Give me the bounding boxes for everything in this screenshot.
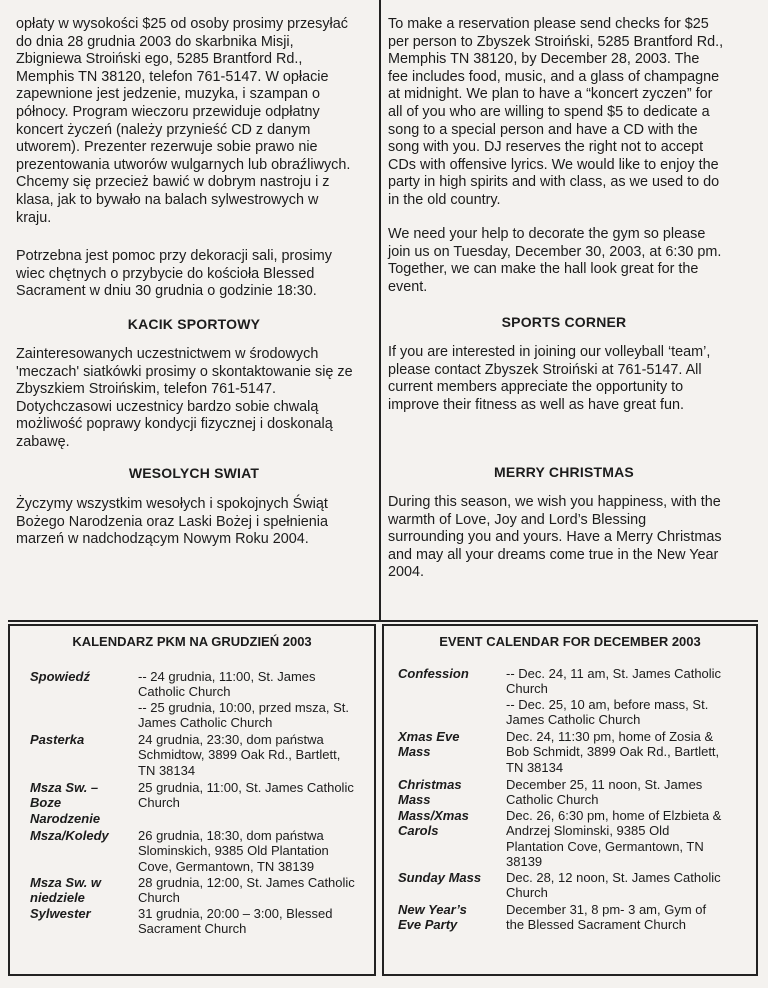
text-line: at midnight. We plan to have a “koncert zyczen” for — [388, 86, 713, 103]
text-line: Together, we can make the hall look great for the — [388, 261, 699, 278]
event-details: December 25, 11 noon, St. James Catholic Church — [506, 777, 703, 808]
event-label: New Year’s Eve Party — [398, 902, 467, 933]
text-line: Sacrament w dniu 30 grudnia o godzinie 18:30. — [16, 283, 317, 300]
text-line: party in high spirits and with class, as we used to do — [388, 174, 720, 191]
text-line: Zbigniewa Stroiński ego, 5285 Brantford Rd., — [16, 51, 303, 68]
pl-sports-paragraph — [16, 346, 372, 452]
event-label: Sunday Mass — [398, 870, 482, 885]
en-christmas-paragraph — [388, 494, 748, 582]
text-line: wiec chętnych o przybycie do kościoła Blessed — [16, 265, 315, 282]
text-line: If you are interested in joining our volleyball ‘team’, — [388, 344, 711, 360]
text-line: song to a special person and have a CD with the — [388, 121, 698, 138]
event-label: Msza Sw. – Boze Narodzenie — [30, 780, 101, 826]
text-line: event. — [388, 278, 428, 295]
section-divider — [8, 620, 758, 622]
text-line: utworem). Prezenter rezerwuje sobie prawo nie — [16, 139, 318, 156]
text-line: 'meczach' siatkówki prosimy o skontaktowanie się ze — [16, 363, 353, 380]
text-line: surrounding you and yours. Have a Merry Christmas — [388, 529, 722, 546]
text-line: and may all your dreams come true in the New Year — [388, 546, 719, 563]
text-line: please contact Zbyszek Stroiński at 761-5147. All — [388, 361, 702, 378]
text-line: marzeń w nadchodzącym Nowym Roku 2004. — [16, 531, 309, 548]
pl-christmas-heading: WESOLYCH SWIAT — [128, 465, 260, 481]
text-line: Chcemy się przecież bawić w dobrym nastroju i z — [16, 174, 330, 191]
event-details: Dec. 24, 11:30 pm, home of Zosia & Bob Schmidt, 3899 Oak Rd., Bartlett, TN 38134 — [506, 729, 720, 775]
en-sports-heading: SPORTS CORNER — [501, 314, 627, 330]
event-label: Xmas Eve Mass — [398, 729, 460, 760]
event-details: Dec. 28, 12 noon, St. James Catholic Church — [506, 870, 721, 901]
text-line: zabawę. — [16, 433, 70, 450]
text-line: per person to Zbyszek Stroiński, 5285 Brantford Rd., — [388, 33, 724, 50]
text-line: Memphis TN 38120, telefon 761-5147. W opłacie — [16, 68, 329, 85]
text-line: możliwość poprawy kondycji fizycznej i doskonalą — [16, 416, 333, 433]
text-line: improve their fitness as well as have great fun. — [388, 396, 684, 413]
text-line: Zainteresowanych uczestnictwem w środowych — [16, 346, 319, 362]
pl-christmas-paragraph — [16, 496, 372, 549]
text-line: do dnia 28 grudnia 2003 do skarbnika Misji, — [16, 33, 294, 50]
text-line: Dotychczasowi uczestnicy bardzo sobie chwalą — [16, 398, 319, 415]
event-label: Msza Sw. w niedziele — [30, 875, 102, 906]
column-divider — [379, 0, 381, 620]
event-label: Pasterka — [30, 732, 85, 747]
text-line: Bożego Narodzenia oraz Laski Bożej i spełnienia — [16, 513, 328, 530]
text-line: zapewnione jest jedzenie, muzyka, i szampan o — [16, 86, 320, 103]
text-line: koncert życzeń (należy przynieść CD z danym — [16, 121, 311, 138]
pl-sports-heading: KACIK SPORTOWY — [127, 316, 261, 332]
text-line: warmth of Love, Joy and Lord’s Blessing — [388, 511, 647, 528]
text-line: prezentowania utworów wulgarnych lub obraźliwych. — [16, 156, 351, 173]
text-line: Memphis TN 38120, by December 28, 2003. The — [388, 51, 700, 68]
text-line: song with you. DJ reserves the right not to accept — [388, 139, 704, 156]
text-line: all of you who are willing to spend $5 to dedicate a — [388, 103, 710, 120]
text-line: CDs with offensive lyrics. We would like to enjoy the — [388, 156, 719, 173]
text-line: klasa, jak to bywało na balach sylwestrowych w — [16, 191, 319, 208]
calendar-pl-box — [8, 624, 376, 976]
text-line: Potrzebna jest pomoc przy dekoracji sali, prosimy — [16, 248, 332, 264]
event-details: 28 grudnia, 12:00, St. James Catholic Church — [138, 875, 355, 906]
en-intro-paragraph — [388, 16, 748, 210]
event-details: 26 grudnia, 18:30, dom państwa Slominskich, 9385 Old Plantation Cove, Germantown, TN 38139 — [138, 828, 329, 874]
text-line: 2004. — [388, 564, 425, 581]
event-details: Dec. 26, 6:30 pm, home of Elzbieta & Andrzej Slominski, 9385 Old Plantation Cove, Germantown, TN 38139 — [506, 808, 722, 870]
text-line: północy. Program wieczoru przewiduje odpłatny — [16, 103, 320, 120]
pl-decoration-paragraph — [16, 248, 372, 301]
text-line: During this season, we wish you happiness, with the — [388, 494, 721, 510]
text-line: current members appreciate the opportunity to — [388, 379, 684, 396]
text-line: fee includes food, music, and a glass of champagne — [388, 68, 720, 85]
event-details: -- Dec. 24, 11 am, St. James Catholic Church -- Dec. 25, 10 am, before mass, St. James Catholic Church — [506, 666, 722, 728]
calendar-en-box — [382, 624, 758, 976]
text-line: Życzymy wszystkim wesołych i spokojnych Świąt — [16, 496, 328, 512]
event-label: Msza/Koledy — [30, 828, 109, 843]
event-label: Mass/Xmas Carols — [398, 808, 469, 839]
text-line: opłaty w wysokości $25 od osoby prosimy przesyłać — [16, 16, 348, 32]
event-details: 31 grudnia, 20:00 – 3:00, Blessed Sacrament Church — [138, 906, 333, 937]
event-details: -- 24 grudnia, 11:00, St. James Catholic Church -- 25 grudnia, 10:00, przed msza, St. James Catholic Church — [138, 669, 349, 731]
en-christmas-heading: MERRY CHRISTMAS — [494, 464, 634, 480]
text-line: We need your help to decorate the gym so please — [388, 226, 706, 242]
event-label: Spowiedź — [30, 669, 90, 684]
pl-intro-paragraph — [16, 16, 372, 227]
calendar-pl-title: KALENDARZ PKM NA GRUDZIEŃ 2003 — [72, 634, 312, 649]
text-line: To make a reservation please send checks for $25 — [388, 16, 709, 32]
event-label: Confession — [398, 666, 469, 681]
en-decoration-paragraph — [388, 226, 748, 296]
calendar-en-title: EVENT CALENDAR FOR DECEMBER 2003 — [439, 634, 701, 649]
text-line: in the old country. — [388, 191, 501, 208]
en-sports-paragraph — [388, 344, 748, 414]
event-details: 24 grudnia, 23:30, dom państwa Schmidtow, 3899 Oak Rd., Bartlett, TN 38134 — [138, 732, 341, 778]
text-line: kraju. — [16, 209, 52, 226]
event-details: December 31, 8 pm- 3 am, Gym of the Blessed Sacrament Church — [506, 902, 707, 933]
event-details: 25 grudnia, 11:00, St. James Catholic Church — [138, 780, 354, 811]
event-label: Christmas Mass — [398, 777, 462, 808]
event-label: Sylwester — [30, 906, 91, 921]
text-line: join us on Tuesday, December 30, 2003, at 6:30 pm. — [388, 243, 722, 260]
text-line: Zbyszkiem Stroińskim, telefon 761-5147. — [16, 381, 276, 398]
